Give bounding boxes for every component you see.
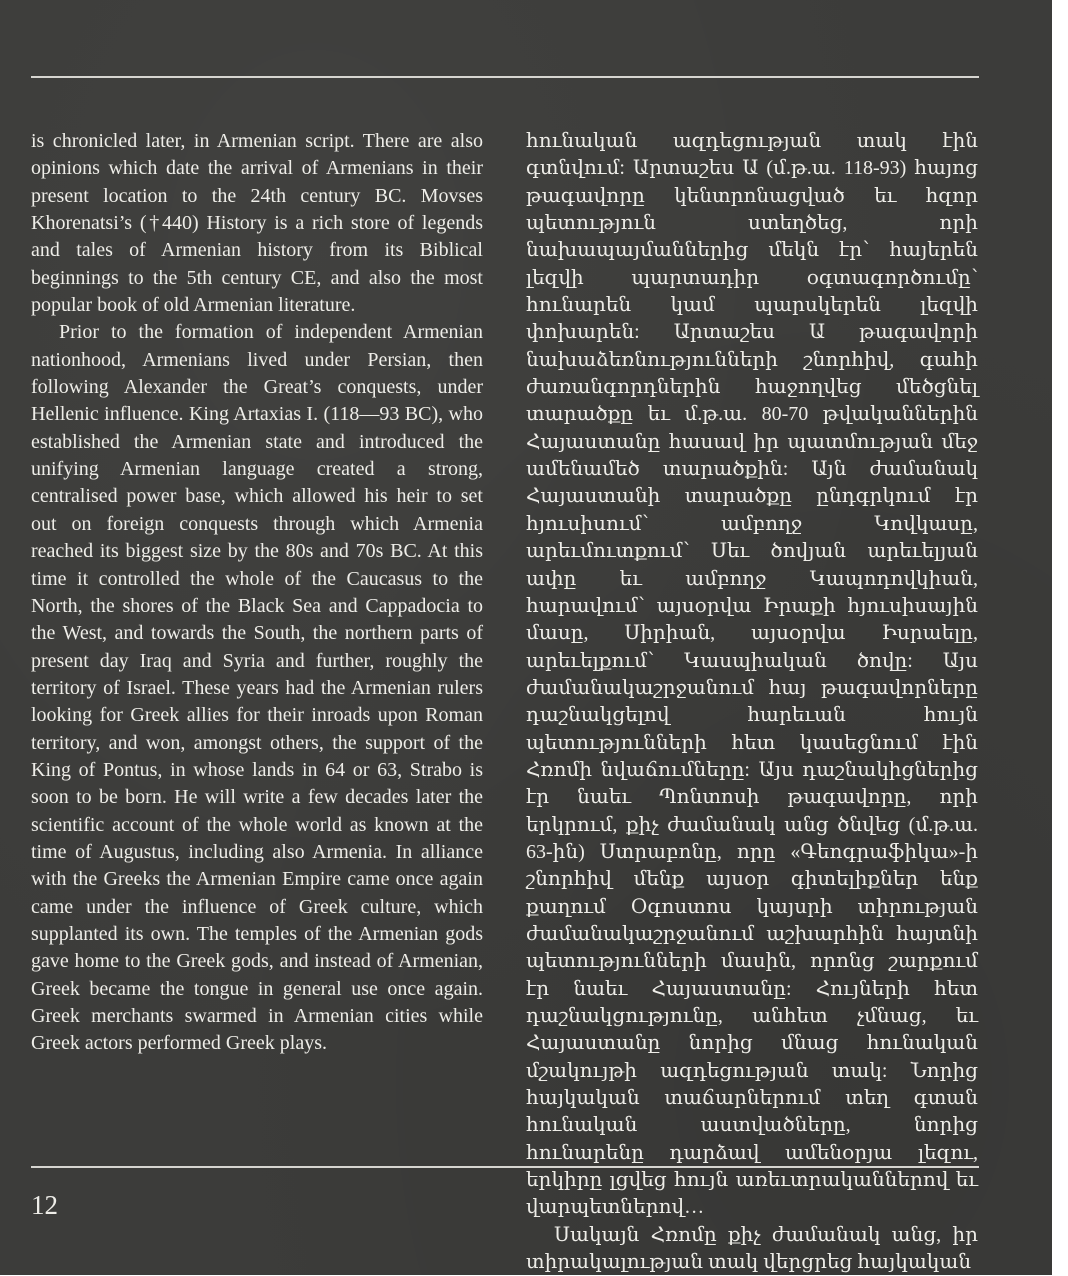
armenian-column — [526, 128, 978, 1276]
armenian-paragraph: Սակայն Հռոմը քիչ ժամանակ անց, իր տիրակալության տակ վերցրեց հայկական — [526, 1223, 978, 1274]
top-rule — [31, 76, 979, 78]
english-column — [31, 128, 483, 1058]
armenian-paragraph: հունական ազդեցության տակ էին գտնվում: Արտաշես Ա (մ.թ.ա. 118-93) հայոց թագավորը կենտրոնացված եւ հզոր պետություն ստեղծեց, որի նախապայմաններից մեկն էր՝ հայերեն լեզվի պարտադիր օգտագործումը՝ հունարեն կամ պարսկերեն լեզվի փոխարեն: Արտաշես Ա թագավորի նախաձեռնությունների շնորհիվ, գահի ժառանգորդներին հաջողվեց մեծցնել տարածքը եւ մ.թ.ա. 80-70 թվականներին Հայաստանը հասավ իր պատմության մեջ ամենամեծ տարածքին: Այն ժամանակ Հայաստանի տարածքը ընդգրկում էր հյուսիսում՝ ամբողջ Կովկասը, արեւմուտքում՝ Սեւ ծովյան արեւելյան ափը եւ ամբողջ Կապոդովկիան, հարավում՝ այսօրվա Իրաքի հյուսիսային մասը, Սիրիան, այսօրվա Իսրաելը, արեւելքում՝ Կասպիական ծովը: Այս ժամանակաշրջանում հայ թագավորները դաշնակցելով հարեւան հույն պետությունների հետ կասեցնում էին Հռոմի նվաճումները: Այս դաշնակիցներից էր նաեւ Պոնտոսի թագավորը, որի երկրում, քիչ ժամանակ անց ծնվեց (մ.թ.ա. 63-ին) Ստրաբոնը, որը «Գեոգրաֆիկա»-ի շնորհիվ մենք այսօր գիտելիքներ ենք քաղում Օգոստոս կայսրի տիրության ժամանակաշրջանում աշխարհին հայտնի պետությունների մասին, որոնց շարքում էր նաեւ Հայաստանը: Հույների հետ դաշնակցությունը, անհետ չմնաց, եւ Հայաստանը նորից մնաց հունական մշակույթի ազդեցության տակ: Նորից հայկական տաճարներում տեղ գտան հունական աստվածները, նորից հունարենը դարձավ ամենօրյա լեզու, երկիրը լցվեց հույն առեւտրականներով եւ վարպետներով… — [526, 130, 978, 1219]
english-paragraph: Prior to the formation of independent Armenian nationhood, Armenians lived under Persian, then following Alexander the Great’s conquests, under Hellenic influence. King Artaxias I. (118—93 BC), who established the Armenian state and introduced the unifying Armenian language created a strong, centralised power base, which allowed his heir to set out on foreign conquests through which Armenia reached its biggest size by the 80s and 70s BC. At this time it controlled the whole of the Caucasus to the North, the shores of the Black Sea and Cappadocia to the West, and towards the South, the northern parts of present day Iraq and Syria and further, roughly the territory of Israel. These years had the Armenian rulers looking for Greek allies for their inroads upon Roman territory, and won, amongst others, the support of the King of Pontus, in whose lands in 64 or 63, Strabo is soon to be born. He will write a few decades later the scientific account of the whole world as known at the time of Augustus, including also Armenia. In alliance with the Greeks the Armenian Empire came once again came under the influence of Greek culture, which supplanted its own. The temples of the Armenian gods gave home to the Greek gods, and instead of Armenian, Greek became the tongue in general use once again. Greek merchants swarmed in Armenian cities while Greek actors performed Greek plays. — [31, 321, 483, 1055]
page-number: 12 — [31, 1190, 58, 1220]
bottom-rule — [31, 1166, 979, 1168]
english-paragraph: is chronicled later, in Armenian script. There are also opinions which date the arrival of Armenians in their present location to the 24th century BC. Movses Khorenatsi’s (†440) History is a rich store of legends and tales of Armenian history from its Biblical beginnings to the 5th century CE, and also the most popular book of old Armenian literature. — [31, 130, 483, 317]
